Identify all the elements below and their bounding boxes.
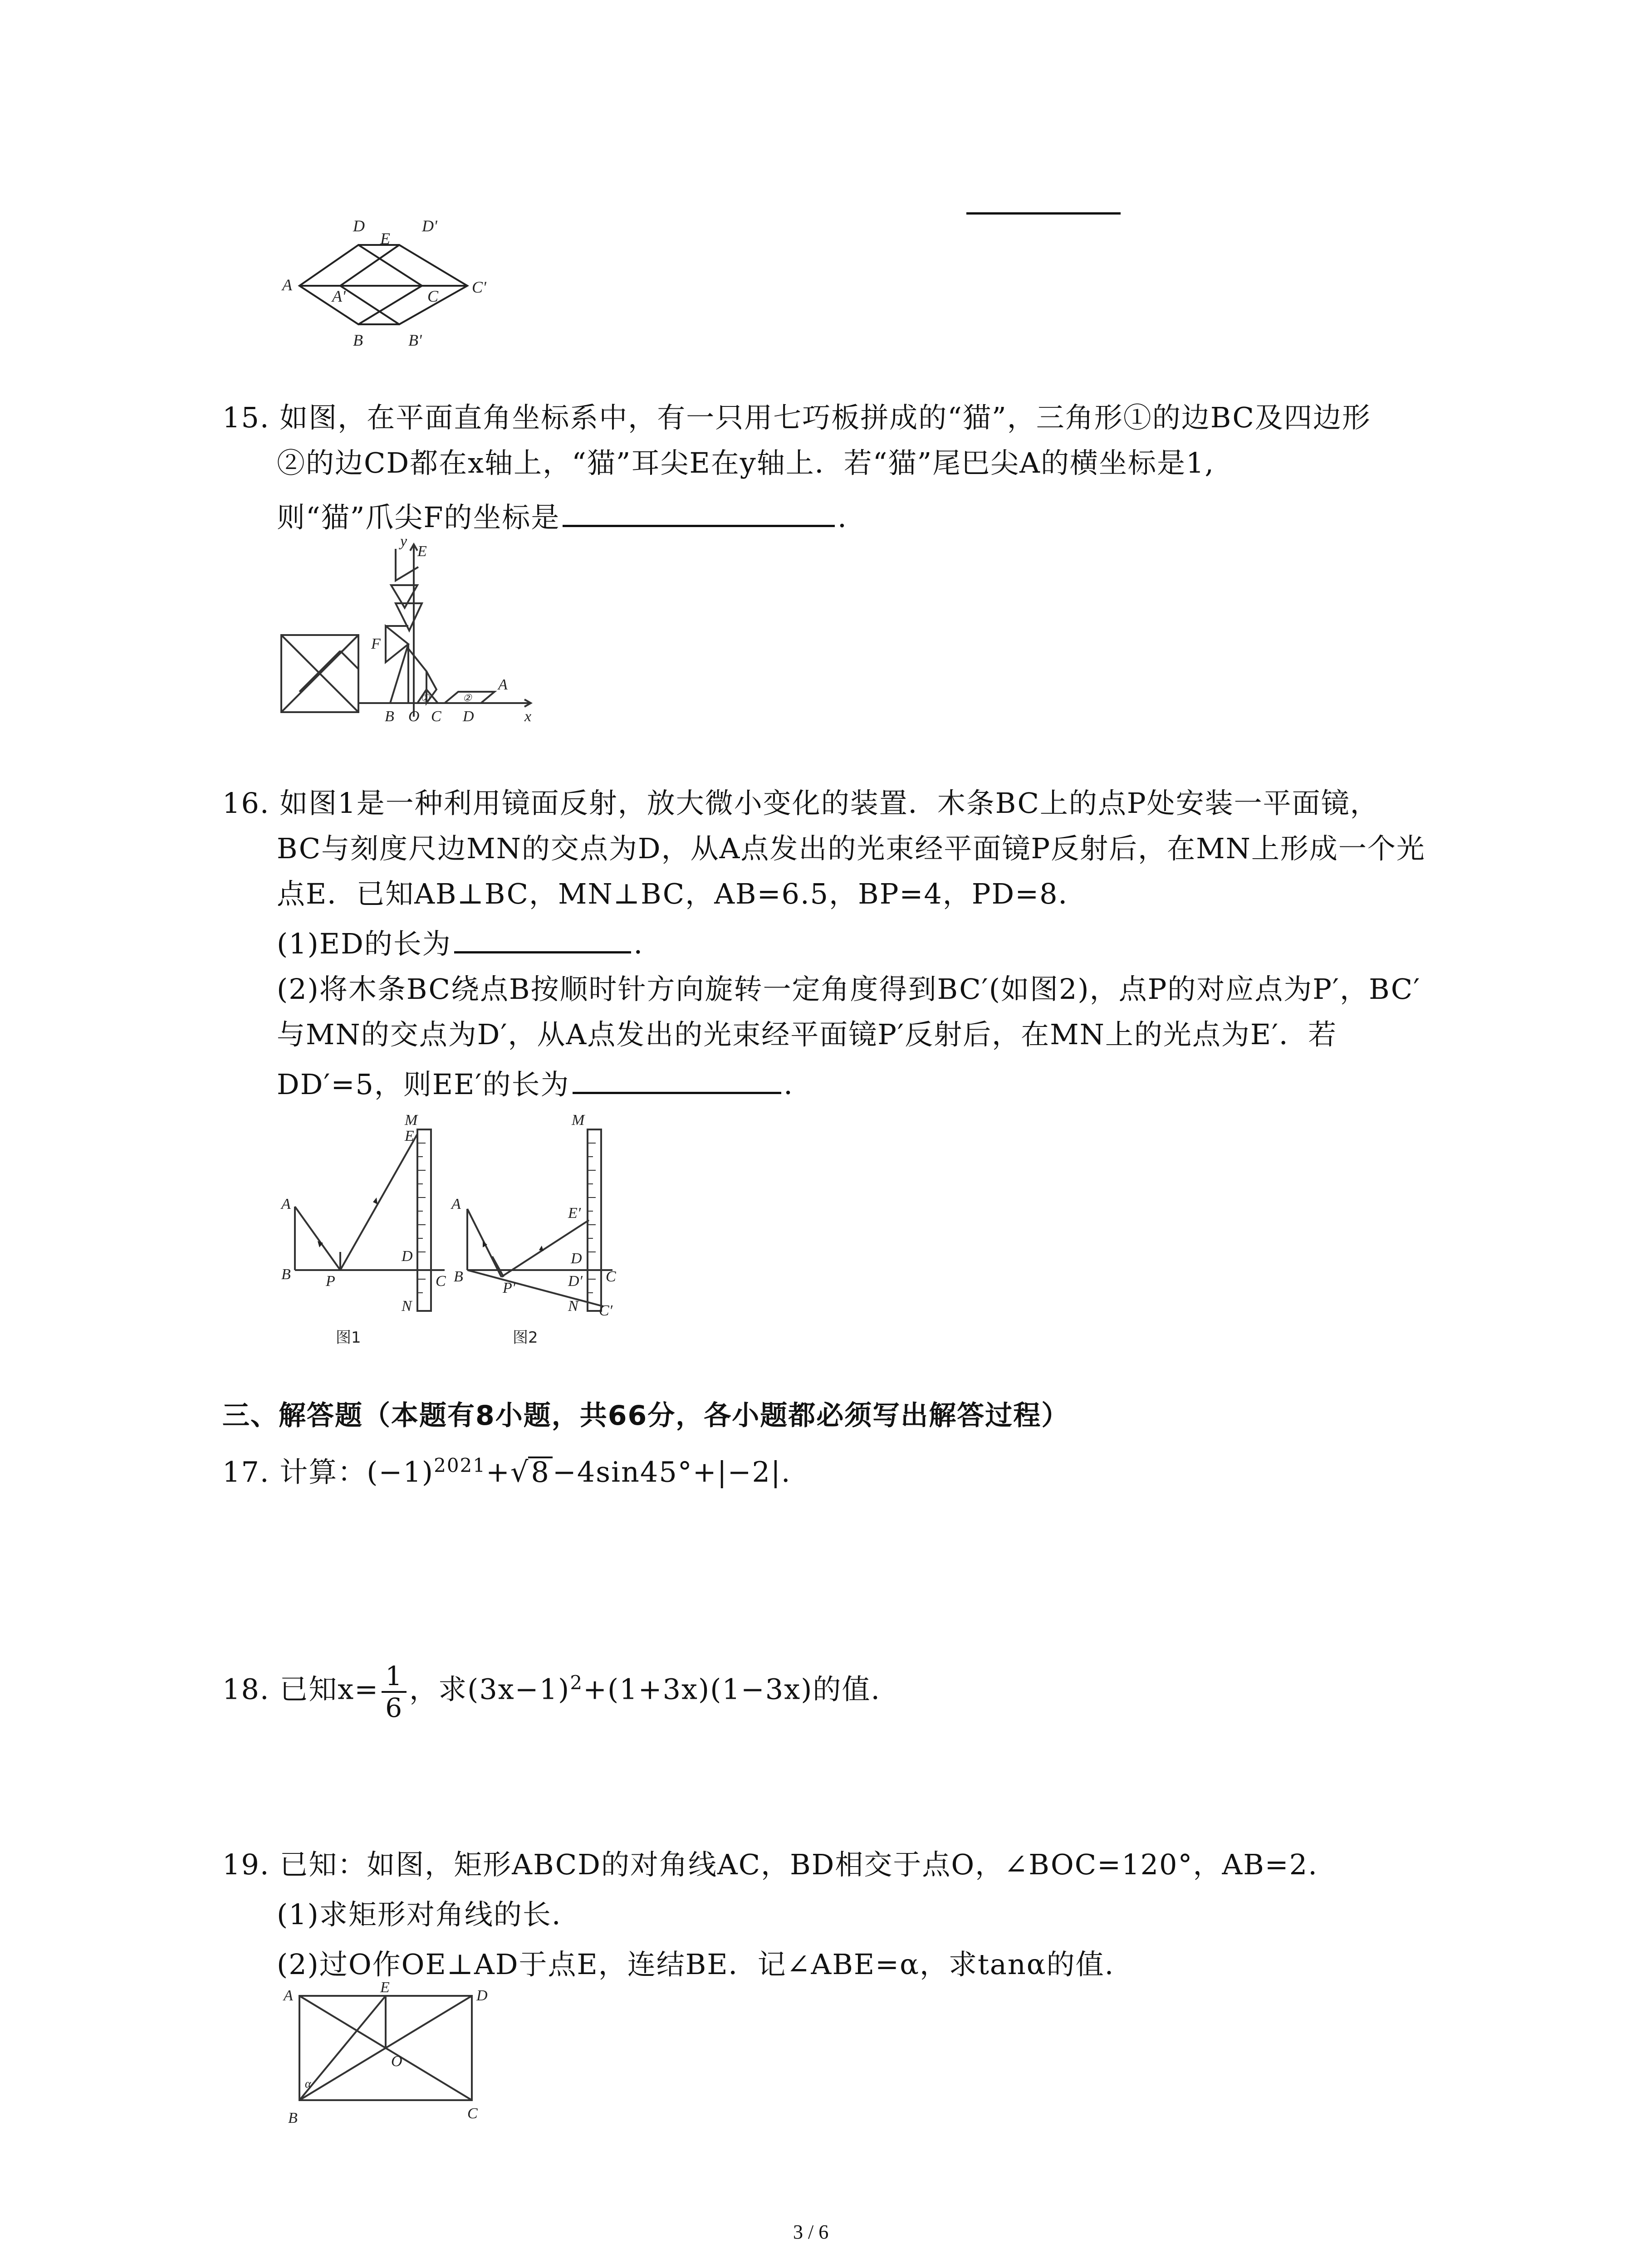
q17-prefix: 17. 计算：(−1) (222, 1455, 434, 1489)
q18-line (222, 1651, 881, 1723)
q16-part2-answer-blank (573, 1087, 781, 1094)
q16-fig1-label-p: P (326, 1273, 335, 1290)
q19-label-a: A (284, 1987, 293, 2004)
q16-fig1-label-b: B (281, 1266, 291, 1283)
q14-answer-blank (966, 212, 1121, 215)
q14-label-c: C (427, 287, 439, 305)
q15-label-y: y (400, 535, 407, 550)
q15-figure (272, 535, 554, 730)
q16-fig1-label-c: C (436, 1273, 446, 1290)
q16-fig1-label-e: E (405, 1128, 414, 1144)
q16-figure-1 (272, 1107, 463, 1352)
q16-fig2-label-d: D (571, 1250, 582, 1267)
q17-sqrt-sign: √ (510, 1455, 529, 1489)
q19-label-c: C (467, 2105, 478, 2122)
q17-radicand: 8 (528, 1457, 552, 1486)
q18-prefix: 18. 已知x= (222, 1672, 379, 1706)
q16-fig2-label-n: N (568, 1298, 578, 1315)
q18-fraction-numerator: 1 (382, 1661, 407, 1693)
q14-label-b: B (353, 331, 363, 349)
q19-label-o: O (391, 2053, 402, 2070)
q15-label-e: E (417, 543, 427, 560)
q16-line-6: 与MN的交点为D′，从A点发出的光束经平面镜P′反射后，在MN上的光点为E′．若 (277, 1018, 1337, 1051)
q16-fig2-label-a: A (451, 1196, 461, 1212)
q15-label-a: A (498, 676, 508, 693)
q14-label-a: A (282, 276, 292, 294)
q19-line-2: (1)求矩形对角线的长. (277, 1898, 562, 1931)
q15-line-2: ②的边CD都在x轴上，“猫”耳尖E在y轴上．若“猫”尾巴尖A的横坐标是1, (277, 446, 1215, 479)
q14-label-d: D (353, 217, 365, 235)
q15-label-b: B (385, 708, 394, 725)
page-number: 3 / 6 (793, 2221, 829, 2243)
q15-label-c: C (431, 708, 441, 725)
q15-answer-blank (563, 520, 835, 527)
q19-label-d: D (476, 1987, 488, 2004)
q14-figure (272, 213, 526, 349)
q16-fig1-caption: 图1 (336, 1329, 361, 1347)
q15-line-1: 15. 如图，在平面直角坐标系中，有一只用七巧板拼成的“猫”，三角形①的边BC及四边形 (222, 401, 1371, 434)
q16-fig1-label-d: D (402, 1248, 413, 1265)
q14-label-a-prime: A' (332, 287, 346, 305)
q16-fig2-label-p-prime: P′ (503, 1280, 516, 1296)
q18-fraction-denominator: 6 (385, 1692, 403, 1723)
q16-fig2-label-b: B (454, 1268, 463, 1285)
q19-figure (272, 1982, 508, 2136)
q16-line-2: BC与刻度尺边MN的交点为D，从A点发出的光束经平面镜P反射后，在MN上形成一个光 (277, 832, 1425, 865)
q16-line-7-end: ． (784, 1068, 813, 1101)
q14-label-e: E (380, 230, 390, 248)
q17-exponent: 2021 (434, 1454, 486, 1476)
q16-part1-answer-blank (454, 947, 631, 953)
q16-fig2-label-d-prime: D′ (568, 1273, 583, 1290)
q16-figure-2 (449, 1107, 640, 1352)
q17-plus: + (485, 1455, 510, 1489)
q15-line-3-text: 则“猫”爪尖F的坐标是 (277, 501, 560, 534)
q16-line-3: 点E．已知AB⊥BC，MN⊥BC，AB=6.5，BP=4，PD=8． (277, 877, 1087, 910)
q14-label-d-prime: D' (422, 217, 437, 235)
q16-fig2-label-e-prime: E′ (568, 1205, 581, 1222)
q15-line-3-end: ． (838, 501, 867, 534)
q16-fig2-caption: 图2 (513, 1329, 538, 1347)
q16-line-4-text: (1)ED的长为 (277, 927, 451, 960)
q19-label-alpha: α (305, 2077, 311, 2090)
q18-exponent: 2 (570, 1672, 583, 1694)
q19-line-3: (2)过O作OE⊥AD于点E，连结BE．记∠ABE=α，求tanα的值. (277, 1948, 1115, 1981)
q15-label-o: O (408, 708, 420, 725)
q14-label-b-prime: B' (408, 331, 422, 349)
q19-label-e: E (380, 1982, 390, 1996)
section-3-heading: 三、解答题（本题有8小题，共66分，各小题都必须写出解答过程） (222, 1400, 1070, 1432)
q19-label-b: B (288, 2110, 298, 2126)
q18-rest-a: ，求(3x−1) (409, 1672, 570, 1706)
q16-fig2-label-c-prime: C′ (599, 1302, 613, 1319)
q16-line-4 (277, 927, 663, 960)
q19-line-1: 19. 已知：如图，矩形ABCD的对角线AC，BD相交于点O，∠BOC=120°，AB=2. (222, 1848, 1318, 1881)
q16-fig1-label-a: A (281, 1196, 291, 1212)
q18-rest-b: +(1+3x)(1−3x)的值. (583, 1672, 881, 1706)
q16-fig2-label-m: M (572, 1112, 585, 1129)
q16-fig1-label-n: N (402, 1298, 412, 1315)
q16-fig1-label-m: M (405, 1112, 418, 1129)
q14-label-c-prime: C' (472, 278, 486, 296)
q16-fig2-label-c: C (606, 1268, 616, 1285)
q16-line-4-end: ． (633, 927, 663, 960)
q15-label-circle-1: ① (421, 692, 430, 704)
q16-line-1: 16. 如图1是一种利用镜面反射，放大微小变化的装置．木条BC上的点P处安装一平面镜， (222, 787, 1379, 820)
q16-line-7-text: DD′=5，则EE′的长为 (277, 1068, 570, 1101)
q17-rest: −4sin45°+|−2|. (552, 1455, 791, 1489)
q15-label-d: D (463, 708, 474, 725)
q15-label-x: x (524, 708, 532, 725)
q16-line-7 (277, 1070, 813, 1099)
q15-line-3 (277, 503, 867, 532)
q15-label-circle-2: ② (463, 692, 472, 704)
q17-line (222, 1452, 791, 1489)
q16-line-5: (2)将木条BC绕点B按顺时针方向旋转一定角度得到BC′(如图2)，点P的对应点为P′，BC′ (277, 973, 1421, 1006)
q18-fraction (382, 1661, 407, 1723)
q15-label-f: F (371, 635, 381, 652)
